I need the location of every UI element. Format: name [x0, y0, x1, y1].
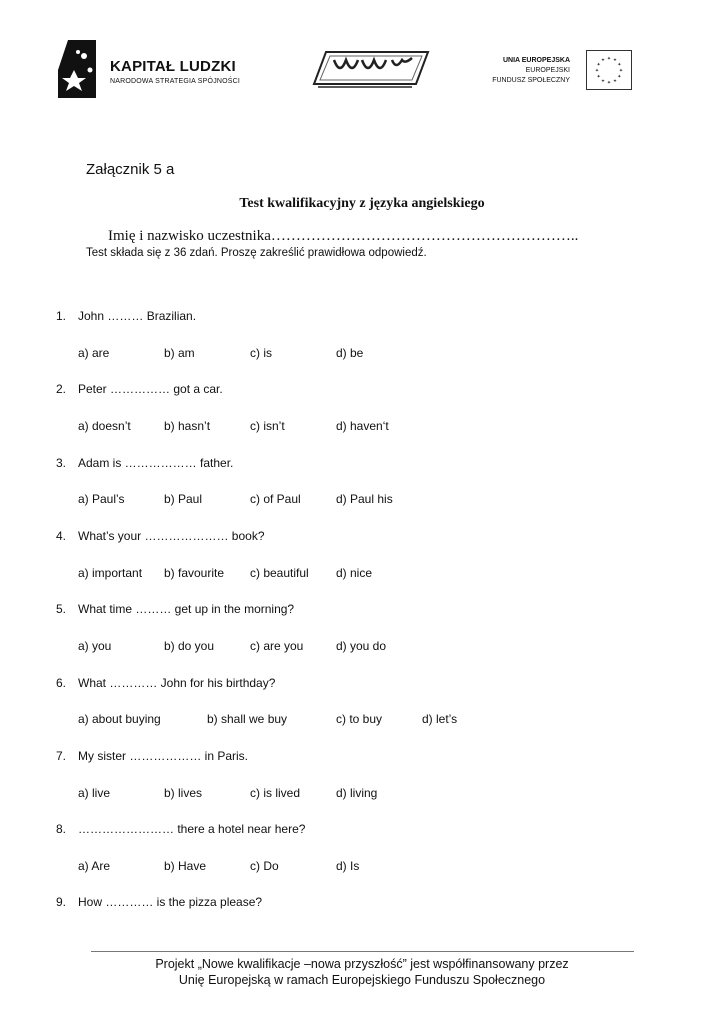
- option-b[interactable]: b) lives: [164, 786, 203, 800]
- question-text: What time ……… get up in the morning?: [78, 602, 295, 616]
- option-c[interactable]: c) to buy: [336, 712, 383, 726]
- option-c[interactable]: c) are you: [250, 639, 304, 653]
- question-7-options: [78, 786, 598, 802]
- eu-logo-text: [492, 56, 570, 86]
- kapital-ludzki-subtitle: NARODOWA STRATEGIA SPÓJNOŚCI: [110, 78, 241, 85]
- option-d[interactable]: d) Paul his: [336, 492, 393, 506]
- option-d[interactable]: d) haven‘t: [336, 419, 389, 433]
- option-c[interactable]: c) beautiful: [250, 566, 309, 580]
- option-a[interactable]: a) doesn’t: [78, 419, 131, 433]
- question-2-options: [78, 419, 598, 435]
- kapital-ludzki-title: KAPITAŁ LUDZKI: [110, 58, 236, 75]
- svg-text:✦: ✦: [594, 68, 600, 74]
- question-number: 4.: [56, 529, 67, 543]
- svg-text:✦: ✦: [600, 78, 606, 85]
- question-number: 5.: [56, 602, 67, 616]
- svg-text:✦: ✦: [596, 62, 601, 68]
- question-text: How ………… is the pizza please?: [78, 895, 263, 909]
- option-a[interactable]: a) about buying: [78, 712, 161, 726]
- option-a[interactable]: a) Are: [78, 859, 111, 873]
- option-a[interactable]: a) are: [78, 346, 110, 360]
- svg-text:✦: ✦: [617, 74, 622, 80]
- option-d[interactable]: d) be: [336, 346, 364, 360]
- question-text: What ………… John for his birthday?: [78, 676, 276, 690]
- option-c[interactable]: c) of Paul: [250, 492, 301, 506]
- option-c[interactable]: c) isn’t: [250, 419, 285, 433]
- footer-divider: [91, 951, 634, 952]
- eu-flag-icon: [586, 50, 632, 90]
- question-number: 9.: [56, 895, 67, 909]
- kapital-ludzki-logo: [58, 40, 248, 102]
- question-4-options: [78, 566, 598, 582]
- instructions: Test składa się z 36 zdań. Proszę zakreślić prawidłowa odpowiedź.: [86, 247, 427, 259]
- eu-line-2: EUROPEJSKI: [525, 67, 570, 74]
- option-a[interactable]: a) Paul’s: [78, 492, 125, 506]
- option-d[interactable]: d) let’s: [422, 712, 458, 726]
- option-d[interactable]: d) Is: [336, 859, 360, 873]
- svg-text:✦: ✦: [596, 74, 601, 80]
- page-title: Test kwalifikacyjny z języka angielskiego: [239, 196, 485, 211]
- svg-text:✦: ✦: [617, 62, 622, 68]
- question-6-options: [78, 712, 598, 728]
- option-b[interactable]: b) hasn’t: [164, 419, 211, 433]
- annex-label: Załącznik 5 a: [86, 161, 175, 178]
- question-number: 7.: [56, 749, 67, 763]
- question-text: …………………… there a hotel near here?: [78, 822, 306, 836]
- svg-text:✦: ✦: [606, 56, 612, 62]
- option-d[interactable]: d) you do: [336, 639, 387, 653]
- svg-text:✦: ✦: [612, 57, 618, 64]
- question-text: What’s your ………………… book?: [78, 529, 265, 543]
- question-number: 3.: [56, 456, 67, 470]
- eu-line-3: FUNDUSZ SPOŁECZNY: [492, 77, 570, 84]
- question-text: Peter …………… got a car.: [78, 382, 223, 396]
- project-logo-icon: [312, 46, 430, 90]
- question-number: 8.: [56, 822, 67, 836]
- question-text: Adam is ……………… father.: [78, 456, 234, 470]
- option-c[interactable]: c) is: [250, 346, 272, 360]
- eu-logo: [484, 50, 632, 90]
- svg-text:✦: ✦: [606, 80, 612, 86]
- option-b[interactable]: b) Paul: [164, 492, 203, 506]
- option-d[interactable]: d) living: [336, 786, 378, 800]
- kapital-ludzki-mark-icon: [58, 40, 96, 98]
- footer-line-2: Unię Europejską w ramach Europejskiego Funduszu Społecznego: [178, 973, 546, 987]
- question-text: John ……… Brazilian.: [78, 309, 197, 323]
- option-a[interactable]: a) you: [78, 639, 112, 653]
- question-3-options: [78, 492, 598, 508]
- option-b[interactable]: b) Have: [164, 859, 207, 873]
- option-d[interactable]: d) nice: [336, 566, 373, 580]
- option-b[interactable]: b) am: [164, 346, 195, 360]
- question-5-options: [78, 639, 598, 655]
- question-text: My sister ……………… in Paris.: [78, 749, 249, 763]
- option-b[interactable]: b) do you: [164, 639, 215, 653]
- svg-text:✦: ✦: [600, 57, 606, 64]
- option-c[interactable]: c) Do: [250, 859, 279, 873]
- footer: [0, 956, 724, 988]
- option-a[interactable]: a) live: [78, 786, 111, 800]
- option-b[interactable]: b) favourite: [164, 566, 225, 580]
- question-number: 1.: [56, 309, 67, 323]
- question-8-options: [78, 859, 598, 875]
- svg-text:✦: ✦: [612, 78, 618, 85]
- question-1-options: [78, 346, 598, 362]
- option-a[interactable]: a) important: [78, 566, 143, 580]
- option-c[interactable]: c) is lived: [250, 786, 301, 800]
- eu-line-1: UNIA EUROPEJSKA: [502, 57, 570, 64]
- question-number: 2.: [56, 382, 67, 396]
- participant-name-line: Imię i nazwisko uczestnika……………………………………………………..: [108, 228, 579, 244]
- question-number: 6.: [56, 676, 67, 690]
- footer-line-1: Projekt „Nowe kwalifikacje –nowa przyszłość” jest współfinansowany przez: [155, 957, 569, 971]
- option-b[interactable]: b) shall we buy: [207, 712, 288, 726]
- svg-text:✦: ✦: [618, 68, 624, 74]
